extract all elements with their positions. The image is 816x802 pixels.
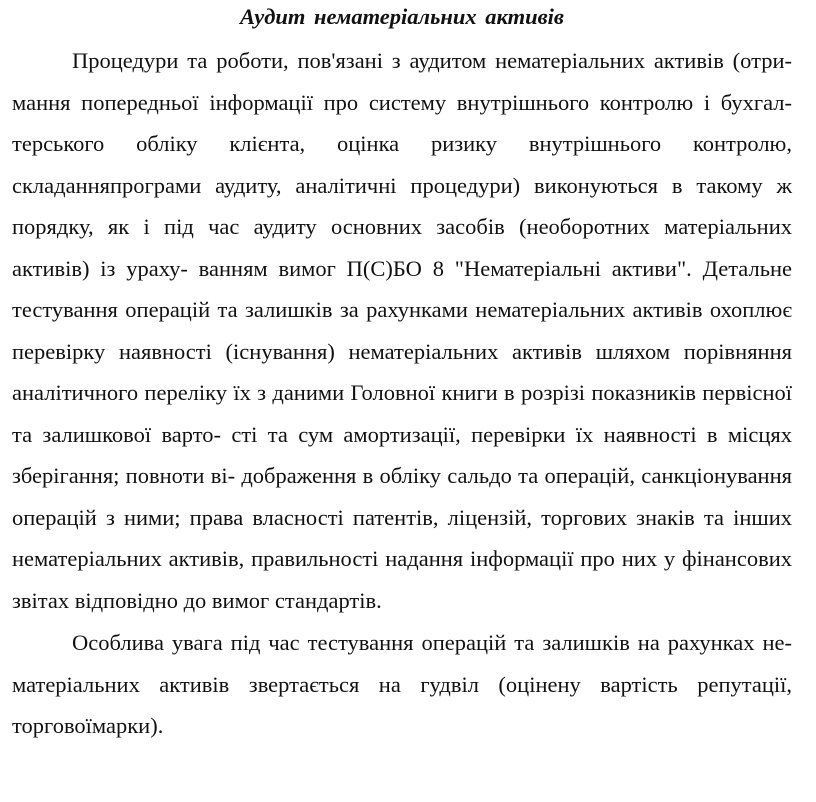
document-title: Аудит нематеріальних активів: [240, 4, 564, 29]
paragraph-goodwill: Особлива увага під час тестування операцій та залишків на рахунках не- матеріальних активів звертається на гудвіл (оцінену вартість репутації, торговоїмарки).: [12, 630, 792, 738]
paragraph-procedures: Процедури та роботи, пов'язані з аудитом нематеріальних активів (отри- мання попередньої інформації про систему внутрішнього контролю і бухгал- терського обліку клієнта, оцінка ризику внутрішнього контролю, складанняпрограми аудиту, аналітичні процедури) виконуються в такому ж порядку, як і під час аудиту основних засобів (необоротних матеріальних активів) із ураху- ванням вимог П(С)БО 8 "Нематеріальні активи". Детальне тестування операцій та залишків за рахунками нематеріальних активів охоплює перевірку наявності (існування) нематеріальних активів шляхом порівняння аналітичного переліку їх з даними Головної книги в розрізі показників первісної та залишкової варто- сті та сум амортизації, перевірки їх наявності в місцях зберігання; повноти ві- дображення в обліку сальдо та операцій, санкціонування операцій з ними; права власності патентів, ліцензій, торгових знаків та інших нематеріальних активів, правильності надання інформації про них у фінансових звітах відповідно до вимог стандартів.: [12, 48, 792, 613]
